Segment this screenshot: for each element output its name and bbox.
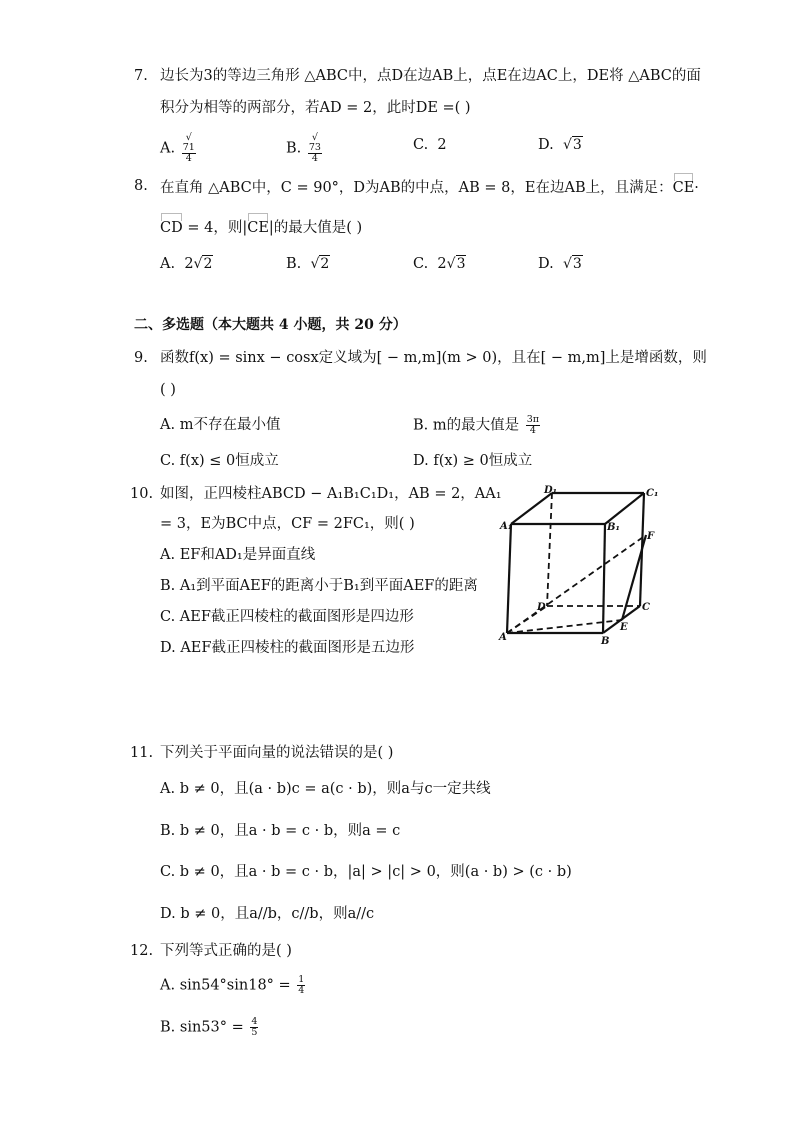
q9-option-b-numerator: 3π <box>526 414 540 425</box>
q8-line2-end: |的最大值是( ) <box>268 220 363 236</box>
question-12-number: 12. <box>130 943 154 959</box>
q8-option-d-label: D. <box>538 256 554 272</box>
q12-option-b-numerator: 4 <box>251 1016 258 1027</box>
question-7-number: 7. <box>134 68 148 84</box>
label-b1: B₁ <box>607 522 620 533</box>
q8-vector-ce-abs: CE <box>247 216 269 238</box>
edge-a1-a <box>507 524 511 633</box>
q12-option-a-numerator: 1 <box>298 974 305 985</box>
q9-option-b-text: B. m的最大值是 <box>413 417 520 434</box>
q8-option-d-radicand: 3 <box>572 256 582 272</box>
q12-option-a-denominator: 4 <box>298 985 305 996</box>
question-8-line1: 在直角 △ABC中，C = 90°，D为AB的中点，AB = 8，E在边AB上，且满足：CE· <box>160 176 699 198</box>
question-9-line1: 函数f(x) = sinx − cosx定义域为[ − m,m](m > 0)，且在[ − m,m]上是增函数，则 <box>160 350 707 366</box>
q8-vector-ce: CE <box>673 176 695 198</box>
hidden-edge-d1-d <box>547 493 552 606</box>
question-9-number: 9. <box>134 350 148 366</box>
q10-option-b[interactable]: B. A₁到平面AEF的距离小于B₁到平面AEF的距离 <box>160 578 478 594</box>
q7-option-a-fraction: √ 71 4 <box>182 132 195 164</box>
label-e: E <box>620 622 628 633</box>
label-f: F <box>647 531 655 542</box>
q8-option-d[interactable]: D. √3 <box>538 256 582 272</box>
q12-option-a[interactable] <box>160 975 307 996</box>
q7-option-c-label: C. <box>413 137 429 153</box>
q8-vector-cd: CD <box>160 216 183 238</box>
question-8-line2 <box>160 216 362 238</box>
q7-option-b-denominator: 4 <box>311 153 318 164</box>
q12-option-a-fraction <box>297 975 305 996</box>
hidden-edge-a-f <box>507 535 646 633</box>
label-b: B <box>601 636 610 646</box>
q7-option-a-denominator: 4 <box>185 153 192 164</box>
q9-option-b[interactable] <box>413 415 542 436</box>
q9-option-d[interactable]: D. f(x) ≥ 0恒成立 <box>413 453 533 469</box>
q8-option-b-radicand: 2 <box>320 256 330 272</box>
q11-option-c[interactable]: C. b ≠ 0，且a · b = c · b，|a| > |c| > 0，则(a · b) > (c · b) <box>160 864 572 880</box>
label-d: D <box>537 602 546 613</box>
q8-option-c-coef: 2 <box>437 256 447 272</box>
question-7-line1: 边长为3的等边三角形 △ABC中，点D在边AB上，点E在边AC上，DE将 △ABC的面 <box>160 68 701 84</box>
q12-option-b-denominator: 5 <box>251 1027 258 1038</box>
q11-option-d[interactable]: D. b ≠ 0，且a//b，c//b，则a//c <box>160 906 375 922</box>
q8-option-c-label: C. <box>413 256 429 272</box>
label-c: C <box>642 602 650 613</box>
q7-option-c-value: 2 <box>437 137 447 153</box>
q12-option-b-fraction <box>250 1017 258 1038</box>
q8-line2-mid: = 4，则| <box>182 220 248 236</box>
edge-a1-d1 <box>511 493 552 524</box>
q11-option-b[interactable]: B. b ≠ 0，且a · b = c · b，则a = c <box>160 823 401 839</box>
q8-option-a-label: A. <box>160 256 176 272</box>
label-a1: A₁ <box>500 521 513 532</box>
question-10-line1: 如图，正四棱柱ABCD − A₁B₁C₁D₁，AB = 2，AA₁ <box>160 486 502 502</box>
question-11-number: 11. <box>130 745 154 761</box>
q7-option-b-fraction: √ 73 4 <box>308 132 321 164</box>
label-c1: C₁ <box>646 488 659 499</box>
q7-option-a-label: A. <box>160 140 176 157</box>
q7-option-a[interactable] <box>160 133 198 164</box>
q8-option-b[interactable]: B. √2 <box>286 256 330 272</box>
q8-option-c[interactable]: C. 2√3 <box>413 256 466 272</box>
q8-option-a-coef: 2 <box>184 256 194 272</box>
q9-option-a[interactable]: A. m不存在最小值 <box>160 417 281 433</box>
edge-c1-b1 <box>605 493 644 524</box>
q11-option-a[interactable]: A. b ≠ 0，且(a · b)c = a(c · b)，则a与c一定共线 <box>160 781 491 797</box>
label-a: A <box>499 632 507 643</box>
question-8-number: 8. <box>134 178 148 194</box>
q12-option-b[interactable] <box>160 1017 260 1038</box>
q7-option-b-label: B. <box>286 140 302 157</box>
q8-line1-text: 在直角 △ABC中，C = 90°，D为AB的中点，AB = 8，E在边AB上，且满足： <box>160 180 673 196</box>
q7-option-d[interactable]: D. √3 <box>538 137 582 153</box>
question-11-stem: 下列关于平面向量的说法错误的是( ) <box>160 745 394 761</box>
question-7-line2: 积分为相等的两部分，若AD = 2，此时DE =( ) <box>160 100 471 116</box>
q12-option-b-text: B. sin53° = <box>160 1019 244 1036</box>
q7-option-b-numerator: 73 <box>308 142 321 153</box>
q8-option-a-radicand: 2 <box>203 256 213 272</box>
q7-option-d-radicand: 3 <box>572 137 582 153</box>
q8-option-a[interactable]: A. 2√2 <box>160 256 213 272</box>
q7-option-b[interactable] <box>286 133 324 164</box>
q10-option-a[interactable]: A. EF和AD₁是异面直线 <box>160 547 316 563</box>
q10-option-c[interactable]: C. AEF截正四棱柱的截面图形是四边形 <box>160 609 414 625</box>
q8-option-b-label: B. <box>286 256 302 272</box>
question-12-stem: 下列等式正确的是( ) <box>160 943 292 959</box>
q8-option-c-radicand: 3 <box>456 256 466 272</box>
label-d1: D₁ <box>544 485 558 496</box>
q9-option-c[interactable]: C. f(x) ≤ 0恒成立 <box>160 453 279 469</box>
q7-option-c[interactable] <box>413 135 447 155</box>
q9-option-b-denominator: 4 <box>529 425 536 436</box>
q9-option-b-fraction <box>526 415 540 436</box>
prism-figure <box>497 483 677 646</box>
section-heading-multiple-choice: 二、多选题（本大题共 4 小题，共 20 分） <box>134 317 407 333</box>
question-10-line2: = 3，E为BC中点，CF = 2FC₁，则( ) <box>160 516 415 532</box>
q7-option-d-label: D. <box>538 137 554 153</box>
question-9-line2: ( ) <box>160 382 176 398</box>
edge-b1-b <box>603 524 605 633</box>
question-10-number: 10. <box>130 486 154 502</box>
q7-option-a-numerator: 71 <box>182 142 195 153</box>
q10-option-d[interactable]: D. AEF截正四棱柱的截面图形是五边形 <box>160 640 415 656</box>
q12-option-a-text: A. sin54°sin18° = <box>160 977 291 994</box>
